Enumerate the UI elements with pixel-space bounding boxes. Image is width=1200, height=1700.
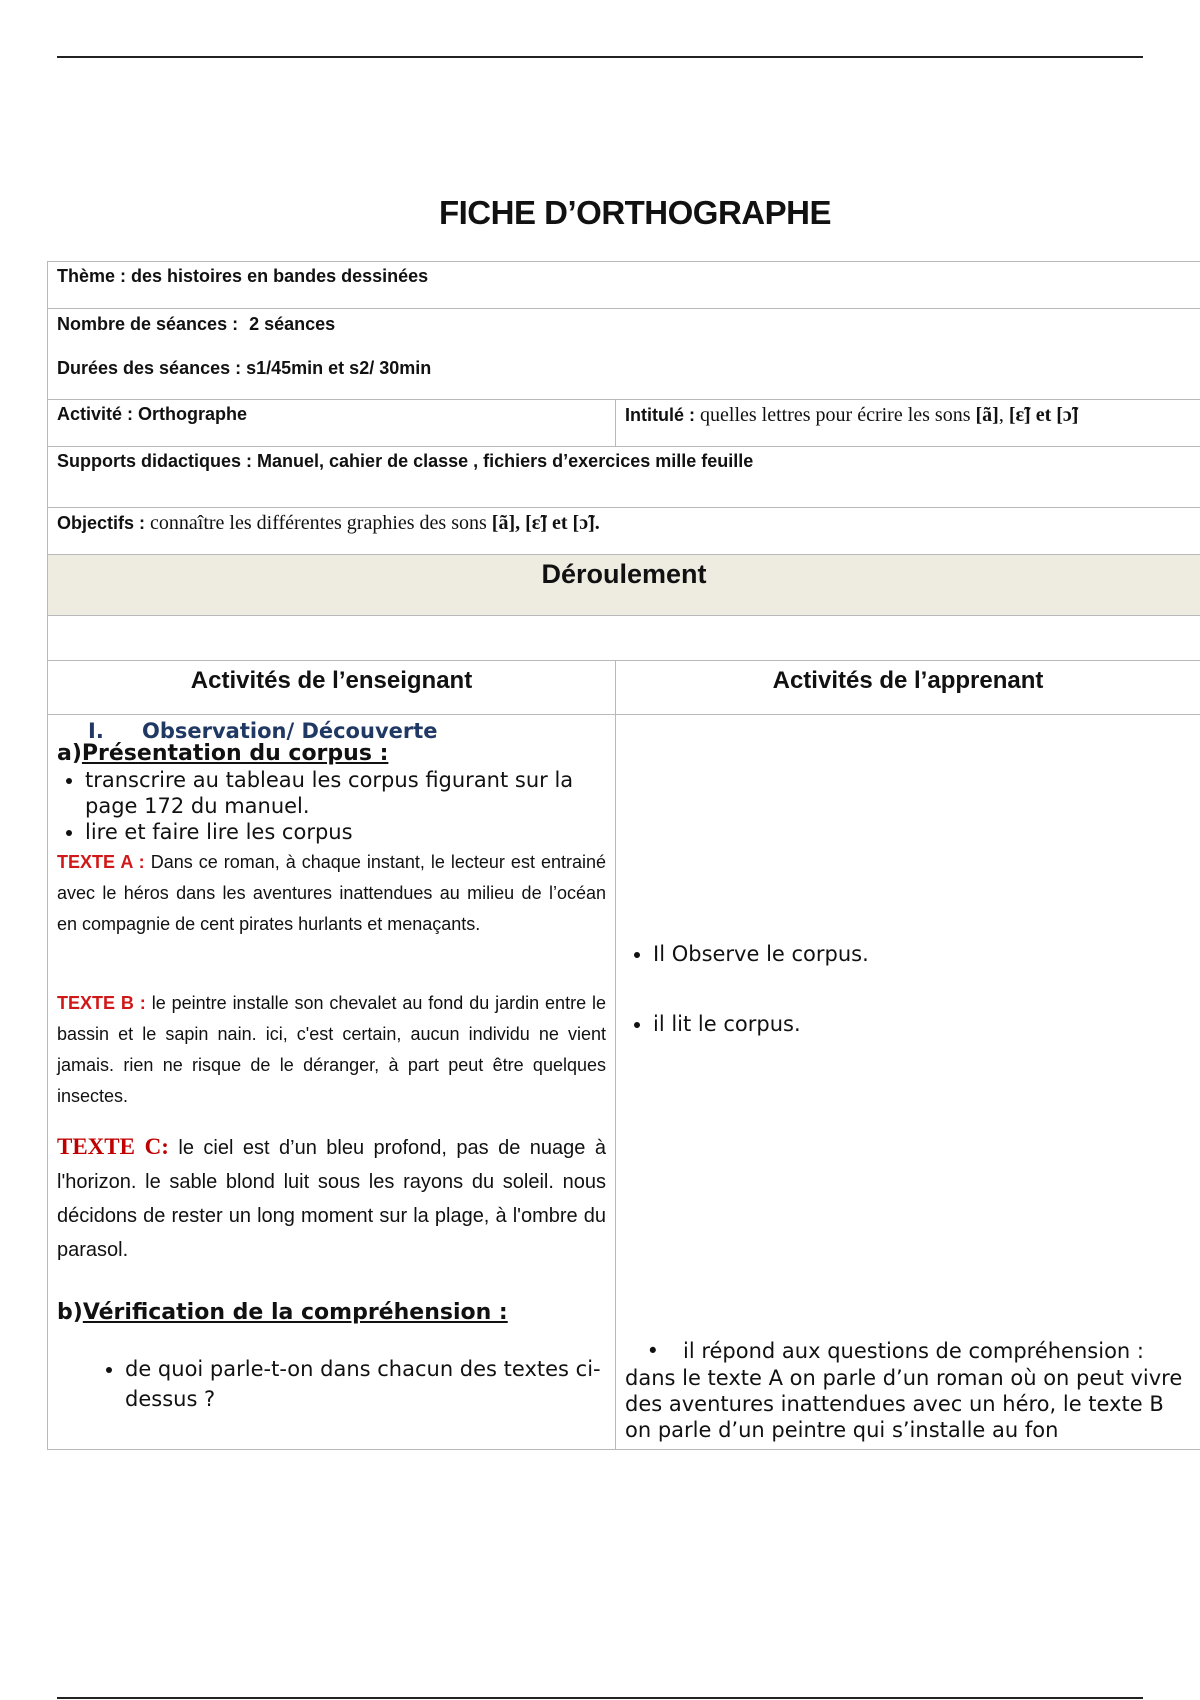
objectifs-sound-an: [ã] [491,512,516,534]
intitule-sound-in: [ɛ̃] [1008,404,1031,426]
activite-row [48,400,1200,447]
intitule-sentence: quelles lettres pour écrire les sons [700,404,971,426]
intitule-text: quelles lettres pour écrire les sons [ã], [ɛ̃] et [ɔ̃] [700,404,1079,426]
objectifs-sound-on: [ɔ̃]. [572,512,600,534]
top-rule [57,56,1143,58]
seances-count-value: 2 séances [249,314,336,334]
learner-item: • Il Observe le corpus. [653,941,1191,967]
theme-value: des histoires en bandes dessinées [131,266,429,286]
texte-b-body: le peintre installe son chevalet au fond du jardin entre le bassin et le sapin nain. ici, c'est certain, aucun individu ne vient jamais. rien ne risque de le déranger, à part peut être quelques insectes. [57,993,606,1106]
page-title: FICHE D’ORTHOGRAPHE [438,194,831,231]
subsection-b-letter: b) [57,1300,83,1325]
subsection-a-letter: a) [57,741,82,766]
texte-c-body: le ciel est d’un bleu profond, pas de nuage à l'horizon. le sable blond luit sous les rayons du soleil. nous décidons de rester un long moment sur la plage, à l'ombre du parasol. [57,1137,607,1261]
learner-answer-heading: il répond aux questions de compréhension : [683,1339,1144,1363]
learner-item: • il lit le corpus. [653,1011,1191,1037]
activities-row [48,715,1200,1450]
activite-value: Orthographe [138,404,248,424]
bullet-icon: • [646,1339,659,1363]
comprehension-questions [97,1354,633,1414]
section-title: Observation/ Découverte [142,719,438,743]
learner-answer: dans le texte A on parle d’un roman où on peut vivre des aventures inattendues avec un héro, le texte B on parle d’un peintre qui s’installe au fon [625,1366,1183,1442]
theme-label: Thème : [57,266,127,286]
objectifs-label: Objectifs : [57,513,146,533]
texte-b-label: TEXTE B : [57,993,146,1013]
section-observation [88,719,438,743]
supports-value: Manuel, cahier de classe , fichiers d’exercices mille feuille [257,451,754,471]
deroulement-heading: Déroulement [48,555,1200,616]
supports-row [48,447,1200,508]
subsection-a-title: Présentation du corpus : [81,741,389,766]
supports-label: Supports didactiques : [57,451,253,471]
subsection-a [57,741,388,766]
theme-row [48,262,1200,309]
texte-c-label: TEXTE C: [57,1134,169,1159]
objectifs-and: et [551,512,568,534]
objectifs-row [48,508,1200,555]
objectifs-sentence: connaître les différentes graphies des sons [150,512,487,534]
instruction-item: • transcrire au tableau les corpus figurant sur la page 172 du manuel. [85,767,625,819]
learner-obs [625,941,1191,967]
texte-a-label: TEXTE A : [57,852,145,872]
activite-label: Activité : [57,404,134,424]
texte-b [57,988,606,1112]
instruction-item: • lire et faire lire les corpus [85,819,625,845]
learner-activities [616,715,1200,1450]
intitule-label: Intitulé : [625,405,695,425]
lesson-table [47,261,1200,1450]
intitule-sound-an: [ã] [975,404,999,426]
learner-lit [625,1011,1191,1037]
texte-a-body: Dans ce roman, à chaque instant, le lecteur est entrainé avec le héros dans les aventures inattendues au milieu de l’océan en compagnie de cent pirates hurlants et menaçants. [57,852,606,934]
teacher-column-header: Activités de l’enseignant [48,661,616,715]
subsection-b [57,1300,508,1325]
seances-duration-label: Durées des séances : [57,358,242,378]
learner-answer-head [625,1338,1191,1364]
texte-c [57,1130,606,1267]
seances-count-label: Nombre de séances : [57,314,239,334]
deroulement-row [48,555,1200,616]
intitule-and: et [1035,404,1052,426]
objectifs-text [150,512,600,534]
seances-duration-value: s1/45min et s2/ 30min [246,358,432,378]
intitule-sound-on: [ɔ̃] [1056,404,1079,426]
subsection-b-title: Vérification de la compréhension : [82,1300,508,1325]
seances-row [48,309,1200,400]
learner-column-header: Activités de l’apprenant [616,661,1200,715]
corpus-instructions [57,767,625,845]
column-headers-row [48,661,1200,715]
teacher-activities [48,715,616,1450]
objectifs-separator: , [515,512,521,534]
empty-row [48,616,1200,661]
section-number: I. [88,719,104,743]
objectifs-sound-in: [ɛ̃] [525,512,547,534]
question-item: • de quoi parle-t-on dans chacun des textes ci-dessus ? [125,1354,633,1414]
texte-a [57,847,606,940]
bottom-rule [57,1697,1143,1699]
